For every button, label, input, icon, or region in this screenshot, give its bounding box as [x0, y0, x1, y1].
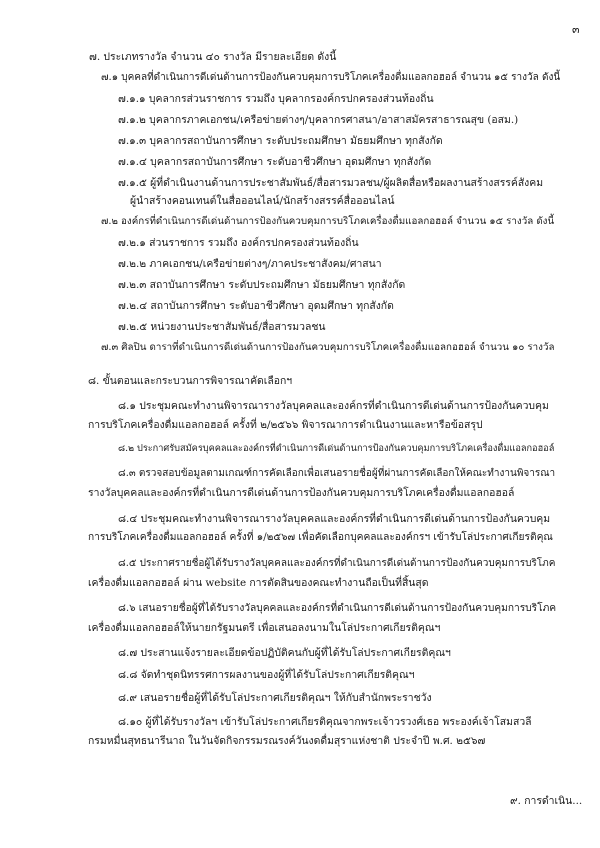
para-8-5-line-1: ๘.๕ ประกาศรายชื่อผู้ได้รับรางวัลบุคคลและองค์กรที่ดำเนินการดีเด่นด้านการป้องกันควบคุมการบริโภค: [118, 558, 556, 569]
para-8-1-line-1: ๘.๑ ประชุมคณะทำงานพิจารณารางวัลบุคคลและองค์กรที่ดำเนินการดีเด่นด้านการป้องกันควบคุม: [118, 400, 549, 412]
item-7-1-1: ๗.๑.๑ บุคลากรส่วนราชการ รวมถึง บุคลากรองค์กรปกครองส่วนท้องถิ่น: [118, 93, 434, 105]
section-7-1-heading: ๗.๑ บุคคลที่ดำเนินการดีเด่นด้านการป้องกันควบคุมการบริโภคเครื่องดื่มแอลกอฮอล์ จำนวน ๑๕ รางวัล ดังนี้: [101, 72, 561, 83]
page-number: ๓: [572, 23, 580, 36]
para-8-3-line-1: ๘.๓ ตรวจสอบข้อมูลตามเกณฑ์การคัดเลือกเพื่อเสนอรายชื่อผู้ที่ผ่านการคัดเลือกให้คณะทำงานพิจารณา: [118, 468, 556, 479]
item-7-2-5: ๗.๒.๕ หน่วยงานประชาสัมพันธ์/สื่อสารมวลชน: [118, 321, 326, 333]
item-7-1-5-continued: ผู้นำสร้างคอนเทนต์ในสื่อออนไลน์/นักสร้างสรรค์สื่อออนไลน์: [130, 195, 395, 207]
para-8-4-line-1: ๘.๔ ประชุมคณะทำงานพิจารณารางวัลบุคคลและองค์กรที่ดำเนินการดีเด่นด้านการป้องกันควบคุม: [118, 513, 551, 525]
para-8-6-line-1: ๘.๖ เสนอรายชื่อผู้ที่ได้รับรางวัลบุคคลและองค์กรที่ดำเนินการดีเด่นด้านการป้องกันควบคุมการบริโภค: [118, 603, 557, 614]
item-7-1-3: ๗.๑.๓ บุคลากรสถาบันการศึกษา ระดับประถมศึกษา มัธยมศึกษา ทุกสังกัด: [118, 135, 443, 147]
item-7-1-2: ๗.๑.๒ บุคลากรภาคเอกชน/เครือข่ายต่างๆ/บุคลากรศาสนา/อาสาสมัครสาธารณสุข (อสม.): [118, 114, 519, 126]
para-8-2: ๘.๒ ประกาศรับสมัครบุคคลและองค์กรที่ดำเนินการดีเด่นด้านการป้องกันควบคุมการบริโภคเครื่องดื่มแอลกอฮอล์: [118, 443, 555, 454]
para-8-9: ๘.๙ เสนอรายชื่อผู้ที่ได้รับโล่ประกาศเกียรติคุณฯ ให้กับสำนักพระราชวัง: [118, 692, 432, 704]
para-8-7: ๘.๗ ประสานแจ้งรายละเอียดข้อปฏิบัติคนกับผู้ที่ได้รับโล่ประกาศเกียรติคุณฯ: [118, 647, 451, 659]
para-8-10-line-2: กรมหมื่นสุทธนารีนาถ ในวันจัดกิจกรรมรณรงค์วันงดดื่มสุราแห่งชาติ ประจำปี พ.ศ. ๒๕๖๗: [88, 735, 486, 747]
item-7-1-4: ๗.๑.๔ บุคลากรสถาบันการศึกษา ระดับอาชีวศึกษา อุดมศึกษา ทุกสังกัด: [118, 156, 432, 168]
para-8-6-line-2: เครื่องดื่มแอลกอฮอล์ให้นายกรัฐมนตรี เพื่อเสนอลงนามในโล่ประกาศเกียรติคุณฯ: [88, 622, 441, 634]
para-8-3-line-2: รางวัลบุคคลและองค์กรที่ดำเนินการดีเด่นด้านการป้องกันควบคุมการบริโภคเครื่องดื่มแอลกอฮอล์: [88, 487, 515, 499]
item-7-2-1: ๗.๒.๑ ส่วนราชการ รวมถึง องค์กรปกครองส่วนท้องถิ่น: [118, 237, 359, 249]
para-8-10-line-1: ๘.๑๐ ผู้ที่ได้รับรางวัลฯ เข้ารับโล่ประกาศเกียรติคุณจากพระเจ้าวรวงศ์เธอ พระองค์เจ้าโสมสวลี: [118, 716, 532, 728]
section-7-heading: ๗. ประเภทรางวัล จำนวน ๔๐ รางวัล มีรายละเอียด ดังนี้: [89, 51, 337, 63]
section-7-2-heading: ๗.๒ องค์กรที่ดำเนินการดีเด่นด้านการป้องกันควบคุมการบริโภคเครื่องดื่มแอลกอฮอล์ จำนวน ๑๕ รางวัล ดังนี้: [101, 216, 555, 227]
para-8-1-line-2: การบริโภคเครื่องดื่มแอลกอฮอล์ ครั้งที่ ๒/๒๕๖๖ พิจารณาการดำเนินงานและหารือข้อสรุป: [88, 419, 483, 431]
section-8-heading: ๘. ขั้นตอนและกระบวนการพิจารณาคัดเลือกฯ: [88, 375, 293, 387]
item-7-2-3: ๗.๒.๓ สถาบันการศึกษา ระดับประถมศึกษา มัธยมศึกษา ทุกสังกัด: [118, 279, 406, 291]
section-7-3: ๗.๓ ศิลปิน ดาราที่ดำเนินการดีเด่นด้านการป้องกันควบคุมการบริโภคเครื่องดื่มแอลกอฮอล์ จำนวน ๑๐ รางวัล: [101, 342, 555, 353]
para-8-8: ๘.๘ จัดทำชุดนิทรรศการผลงานของผู้ที่ได้รับโล่ประกาศเกียรติคุณฯ: [118, 669, 415, 681]
para-8-5-line-2: เครื่องดื่มแอลกอฮอล์ ผ่าน website การตัดสินของคณะทำงานถือเป็นที่สิ้นสุด: [88, 577, 429, 589]
para-8-4-line-2: การบริโภคเครื่องดื่มแอลกอฮอล์ ครั้งที่ ๑/๒๕๖๗ เพื่อคัดเลือกบุคคลและองค์กรฯ เข้ารับโล่ประกาศเกียรติคุณ: [88, 532, 553, 543]
item-7-2-4: ๗.๒.๔ สถาบันการศึกษา ระดับอาชีวศึกษา อุดมศึกษา ทุกสังกัด: [118, 300, 394, 312]
item-7-1-5: ๗.๑.๕ ผู้ที่ดำเนินงานด้านการประชาสัมพันธ์/สื่อสารมวลชน/ผู้ผลิตสื่อหรือผลงานสร้างสรรค์สังคม: [118, 177, 544, 189]
item-7-2-2: ๗.๒.๒ ภาคเอกชน/เครือข่ายต่างๆ/ภาคประชาสังคม/ศาสนา: [118, 258, 382, 270]
continuation-footer: ๙. การดำเนิน...: [510, 795, 583, 807]
